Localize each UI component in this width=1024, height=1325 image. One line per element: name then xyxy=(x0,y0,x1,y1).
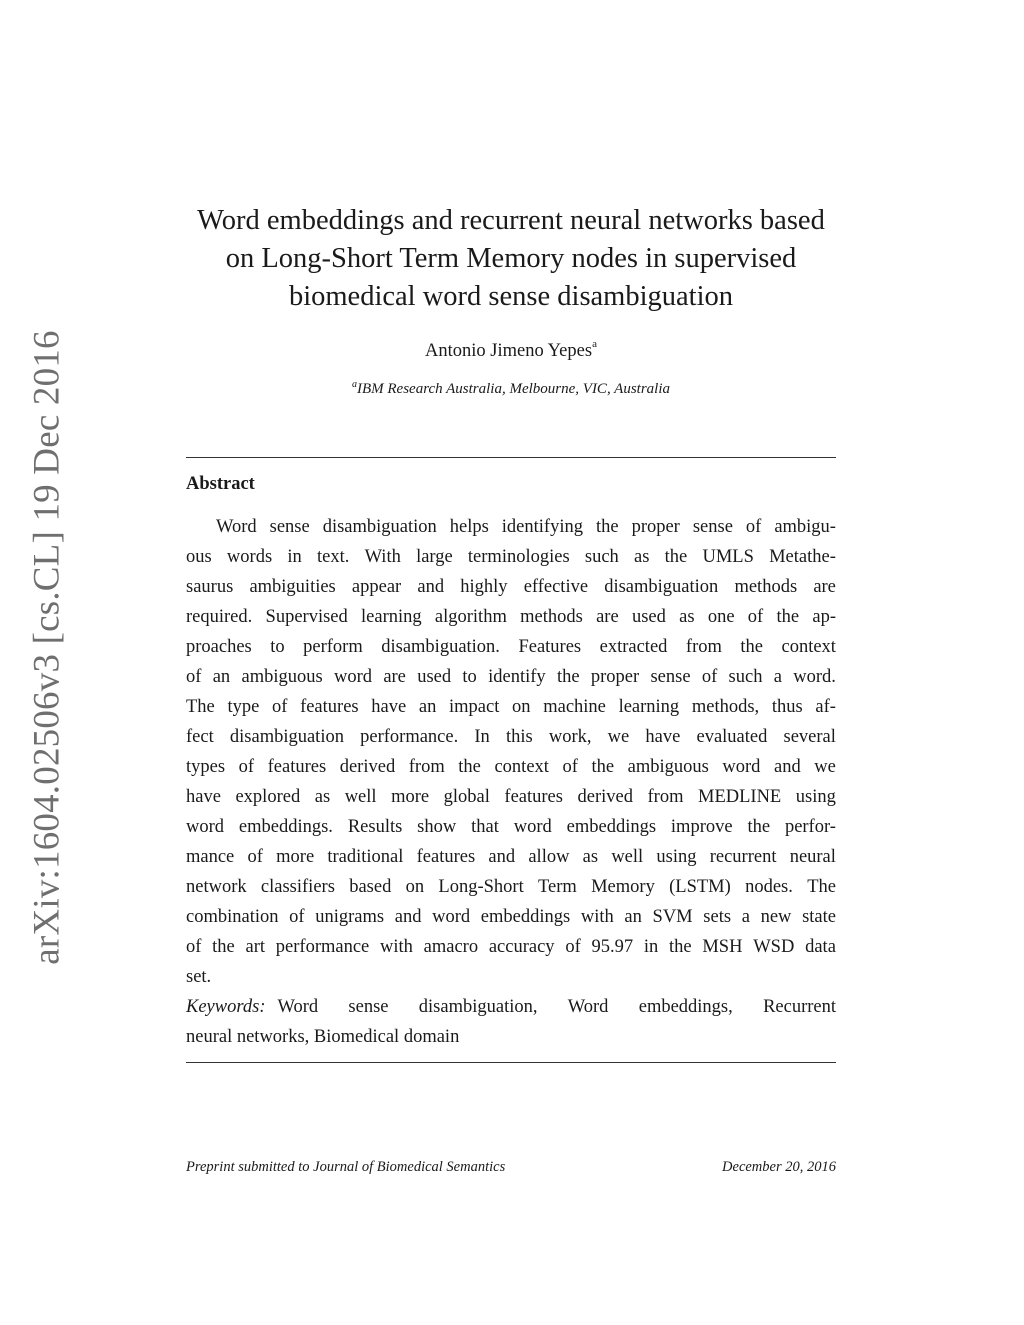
word: performance xyxy=(275,937,370,957)
word: explored xyxy=(235,787,301,807)
word: well xyxy=(611,847,644,867)
word: SVM xyxy=(652,907,693,927)
abstract-line xyxy=(186,692,836,722)
abstract-line xyxy=(186,572,836,602)
word: Results xyxy=(347,817,403,837)
word: such xyxy=(728,667,763,687)
word: as xyxy=(314,787,331,807)
arxiv-stamp xyxy=(22,330,72,965)
word: proper xyxy=(590,667,640,687)
word: proaches xyxy=(186,637,252,657)
word: Term xyxy=(538,877,577,897)
word: are xyxy=(813,577,836,597)
word: several xyxy=(783,727,836,747)
word: effective xyxy=(523,577,589,597)
word: well xyxy=(344,787,377,807)
word: disambiguation xyxy=(322,517,437,537)
word: an xyxy=(212,667,231,687)
abstract-line xyxy=(186,932,836,962)
word: as xyxy=(634,547,650,567)
footer-journal: Preprint submitted to Journal of Biomedical Semantics xyxy=(186,1159,506,1175)
word: features xyxy=(504,787,563,807)
word: art xyxy=(245,937,266,957)
word: with xyxy=(380,937,413,957)
word: proper xyxy=(631,517,680,537)
word: the xyxy=(591,757,615,777)
abstract-line xyxy=(186,842,836,872)
word: The xyxy=(186,697,215,717)
word: and xyxy=(774,757,801,777)
word: of xyxy=(747,607,764,627)
word: the xyxy=(776,607,800,627)
word: evaluated xyxy=(696,727,768,747)
word: of xyxy=(271,697,288,717)
keywords-text xyxy=(277,992,836,1022)
word: in xyxy=(287,547,302,567)
word: Supervised xyxy=(265,607,348,627)
word: allow xyxy=(528,847,570,867)
word: ous xyxy=(186,547,212,567)
word: disambiguation, xyxy=(418,997,538,1017)
abstract-body xyxy=(186,512,836,992)
word: The xyxy=(807,877,836,897)
word: identify xyxy=(488,667,546,687)
word: of xyxy=(238,757,255,777)
word: Recurrent xyxy=(763,997,836,1017)
word: perfor- xyxy=(784,817,836,837)
word: the xyxy=(664,547,688,567)
word: traditional xyxy=(327,847,404,867)
affiliation-text: IBM Research Australia, Melbourne, VIC, Australia xyxy=(356,381,671,397)
word: required. xyxy=(186,607,253,627)
arxiv-stamp-text: arXiv:1604.02506v3 [cs.CL] 19 Dec 2016 xyxy=(26,330,68,965)
word: sense xyxy=(348,997,389,1017)
word: to xyxy=(270,637,285,657)
word: data xyxy=(805,937,836,957)
word: on xyxy=(512,697,531,717)
word: a xyxy=(741,907,750,927)
word: Metathe- xyxy=(769,547,836,567)
word: extracted xyxy=(599,637,668,657)
word: from xyxy=(647,787,684,807)
word: af- xyxy=(815,697,836,717)
author-name: Antonio Jimeno Yepes xyxy=(425,341,593,362)
keywords-label: Keywords: xyxy=(186,997,266,1017)
word: on xyxy=(405,877,425,897)
affiliation xyxy=(150,379,872,398)
word: unigrams xyxy=(315,907,385,927)
abstract-heading: Abstract xyxy=(186,474,255,494)
word: recurrent xyxy=(709,847,777,867)
word: performance. xyxy=(360,727,459,747)
abstract-line xyxy=(186,632,836,662)
word: neural xyxy=(789,847,836,867)
word: as xyxy=(582,847,599,867)
footer xyxy=(186,1159,836,1176)
word: a xyxy=(773,667,782,687)
word: Long-Short xyxy=(438,877,524,897)
word: the xyxy=(556,667,580,687)
word: highly xyxy=(460,577,508,597)
word: an xyxy=(418,697,437,717)
word: of xyxy=(701,667,718,687)
abstract-line xyxy=(186,782,836,812)
word: features xyxy=(267,757,327,777)
word: improve xyxy=(670,817,733,837)
bottom-divider xyxy=(186,1062,836,1063)
word: this xyxy=(505,727,533,747)
word: (LSTM) xyxy=(669,877,731,897)
word: saurus xyxy=(186,577,234,597)
word: Word xyxy=(216,517,257,537)
word: identifying xyxy=(501,517,583,537)
abstract-line xyxy=(186,812,836,842)
word: methods xyxy=(734,577,798,597)
footer-date: December 20, 2016 xyxy=(722,1159,836,1175)
word: WSD xyxy=(753,937,795,957)
word: used xyxy=(417,667,452,687)
word: and xyxy=(488,847,516,867)
abstract-line xyxy=(186,542,836,572)
word: word xyxy=(333,667,373,687)
author-mark: a xyxy=(592,338,597,350)
word: embeddings, xyxy=(638,997,733,1017)
word: sense xyxy=(692,517,733,537)
word: Features xyxy=(518,637,582,657)
word: have xyxy=(371,697,407,717)
word: more xyxy=(276,847,315,867)
word: derived xyxy=(339,757,396,777)
word: an xyxy=(624,907,642,927)
word: amacro xyxy=(423,937,479,957)
word: helps xyxy=(449,517,489,537)
word: ap- xyxy=(812,607,836,627)
word: the xyxy=(595,517,619,537)
word: of xyxy=(247,847,263,867)
word: from xyxy=(408,757,445,777)
word: mance xyxy=(186,847,235,867)
word: learning xyxy=(618,697,680,717)
word: are xyxy=(596,607,619,627)
word: derived xyxy=(577,787,633,807)
word: with xyxy=(580,907,614,927)
word: Word xyxy=(277,997,319,1017)
word: ambiguous xyxy=(627,757,709,777)
word: combination xyxy=(186,907,279,927)
word: the xyxy=(458,757,481,777)
word: algorithm xyxy=(434,607,507,627)
word: word. xyxy=(793,667,836,687)
word: ambiguous xyxy=(241,667,323,687)
word: fect xyxy=(186,727,214,747)
word: and xyxy=(394,907,422,927)
word: classifiers xyxy=(260,877,335,897)
word: that xyxy=(471,817,499,837)
keywords-line xyxy=(186,992,836,1022)
word: embeddings xyxy=(480,907,571,927)
abstract-line xyxy=(186,722,836,752)
word: MSH xyxy=(702,937,743,957)
word: of xyxy=(289,907,305,927)
abstract-line: set. xyxy=(186,967,212,987)
keywords-line: neural networks, Biomedical domain xyxy=(186,1027,460,1047)
word: word xyxy=(186,817,225,837)
word: large xyxy=(416,547,453,567)
word: the xyxy=(669,937,692,957)
word: in xyxy=(643,937,659,957)
title-line: on Long-Short Term Memory nodes in supervised xyxy=(225,243,797,274)
word: features xyxy=(300,697,359,717)
word: state xyxy=(802,907,836,927)
word: UMLS xyxy=(702,547,754,567)
word: Memory xyxy=(591,877,655,897)
word: have xyxy=(645,727,681,747)
word: Word xyxy=(567,997,609,1017)
word: disambiguation. xyxy=(381,637,500,657)
word: show xyxy=(417,817,457,837)
keywords xyxy=(186,992,836,1052)
word: context xyxy=(781,637,836,657)
word: are xyxy=(383,667,406,687)
word: word xyxy=(432,907,471,927)
word: to xyxy=(462,667,477,687)
word: work, xyxy=(548,727,592,747)
word: ambiguities xyxy=(249,577,336,597)
word: have xyxy=(186,787,221,807)
word: embeddings. xyxy=(238,817,333,837)
word: the xyxy=(212,937,235,957)
word: from xyxy=(685,637,722,657)
word: new xyxy=(760,907,792,927)
word: type xyxy=(227,697,260,717)
top-divider xyxy=(186,457,836,458)
word: and xyxy=(417,577,445,597)
word: methods xyxy=(520,607,583,627)
word: methods, xyxy=(691,697,760,717)
word: MEDLINE xyxy=(698,787,782,807)
word: With xyxy=(364,547,401,567)
word: based xyxy=(349,877,392,897)
word: impact xyxy=(449,697,500,717)
word: we xyxy=(607,727,630,747)
word: text. xyxy=(316,547,350,567)
abstract-line xyxy=(186,512,836,542)
word: one xyxy=(707,607,735,627)
word: used xyxy=(631,607,666,627)
word: more xyxy=(391,787,430,807)
word: using xyxy=(656,847,697,867)
word: of xyxy=(562,757,578,777)
word: using xyxy=(795,787,836,807)
word: features xyxy=(416,847,476,867)
author xyxy=(150,340,872,362)
affiliation-mark: a xyxy=(351,379,357,390)
word: terminologies xyxy=(467,547,570,567)
abstract-line xyxy=(186,752,836,782)
abstract-line xyxy=(186,602,836,632)
word: global xyxy=(443,787,490,807)
word: such xyxy=(584,547,619,567)
word: disambiguation xyxy=(604,577,719,597)
word: the xyxy=(747,817,771,837)
word: sense xyxy=(269,517,310,537)
word: ambigu- xyxy=(774,517,836,537)
word: In xyxy=(474,727,490,747)
word: of xyxy=(186,937,202,957)
word: thus xyxy=(771,697,803,717)
word: word xyxy=(722,757,761,777)
word: as xyxy=(679,607,695,627)
word: nodes. xyxy=(745,877,793,897)
paper-title xyxy=(150,202,872,316)
word: sense xyxy=(650,667,691,687)
word: context xyxy=(494,757,549,777)
word: types xyxy=(186,757,226,777)
word: words xyxy=(226,547,273,567)
word: perform xyxy=(303,637,363,657)
word: word xyxy=(513,817,552,837)
word: network xyxy=(186,877,247,897)
word: appear xyxy=(351,577,402,597)
title-line: Word embeddings and recurrent neural networks based xyxy=(197,205,825,236)
word: we xyxy=(814,757,836,777)
word: of xyxy=(745,517,762,537)
word: sets xyxy=(703,907,732,927)
word: embeddings xyxy=(566,817,657,837)
word: the xyxy=(740,637,763,657)
title-line: biomedical word sense disambiguation xyxy=(288,281,734,312)
word: 95.97 xyxy=(591,937,634,957)
word: accuracy xyxy=(488,937,555,957)
abstract-line xyxy=(186,662,836,692)
word: learning xyxy=(361,607,422,627)
word: disambiguation xyxy=(229,727,344,747)
word: of xyxy=(565,937,581,957)
abstract-line xyxy=(186,902,836,932)
word: machine xyxy=(543,697,606,717)
abstract-line xyxy=(186,872,836,902)
word: of xyxy=(186,667,202,687)
